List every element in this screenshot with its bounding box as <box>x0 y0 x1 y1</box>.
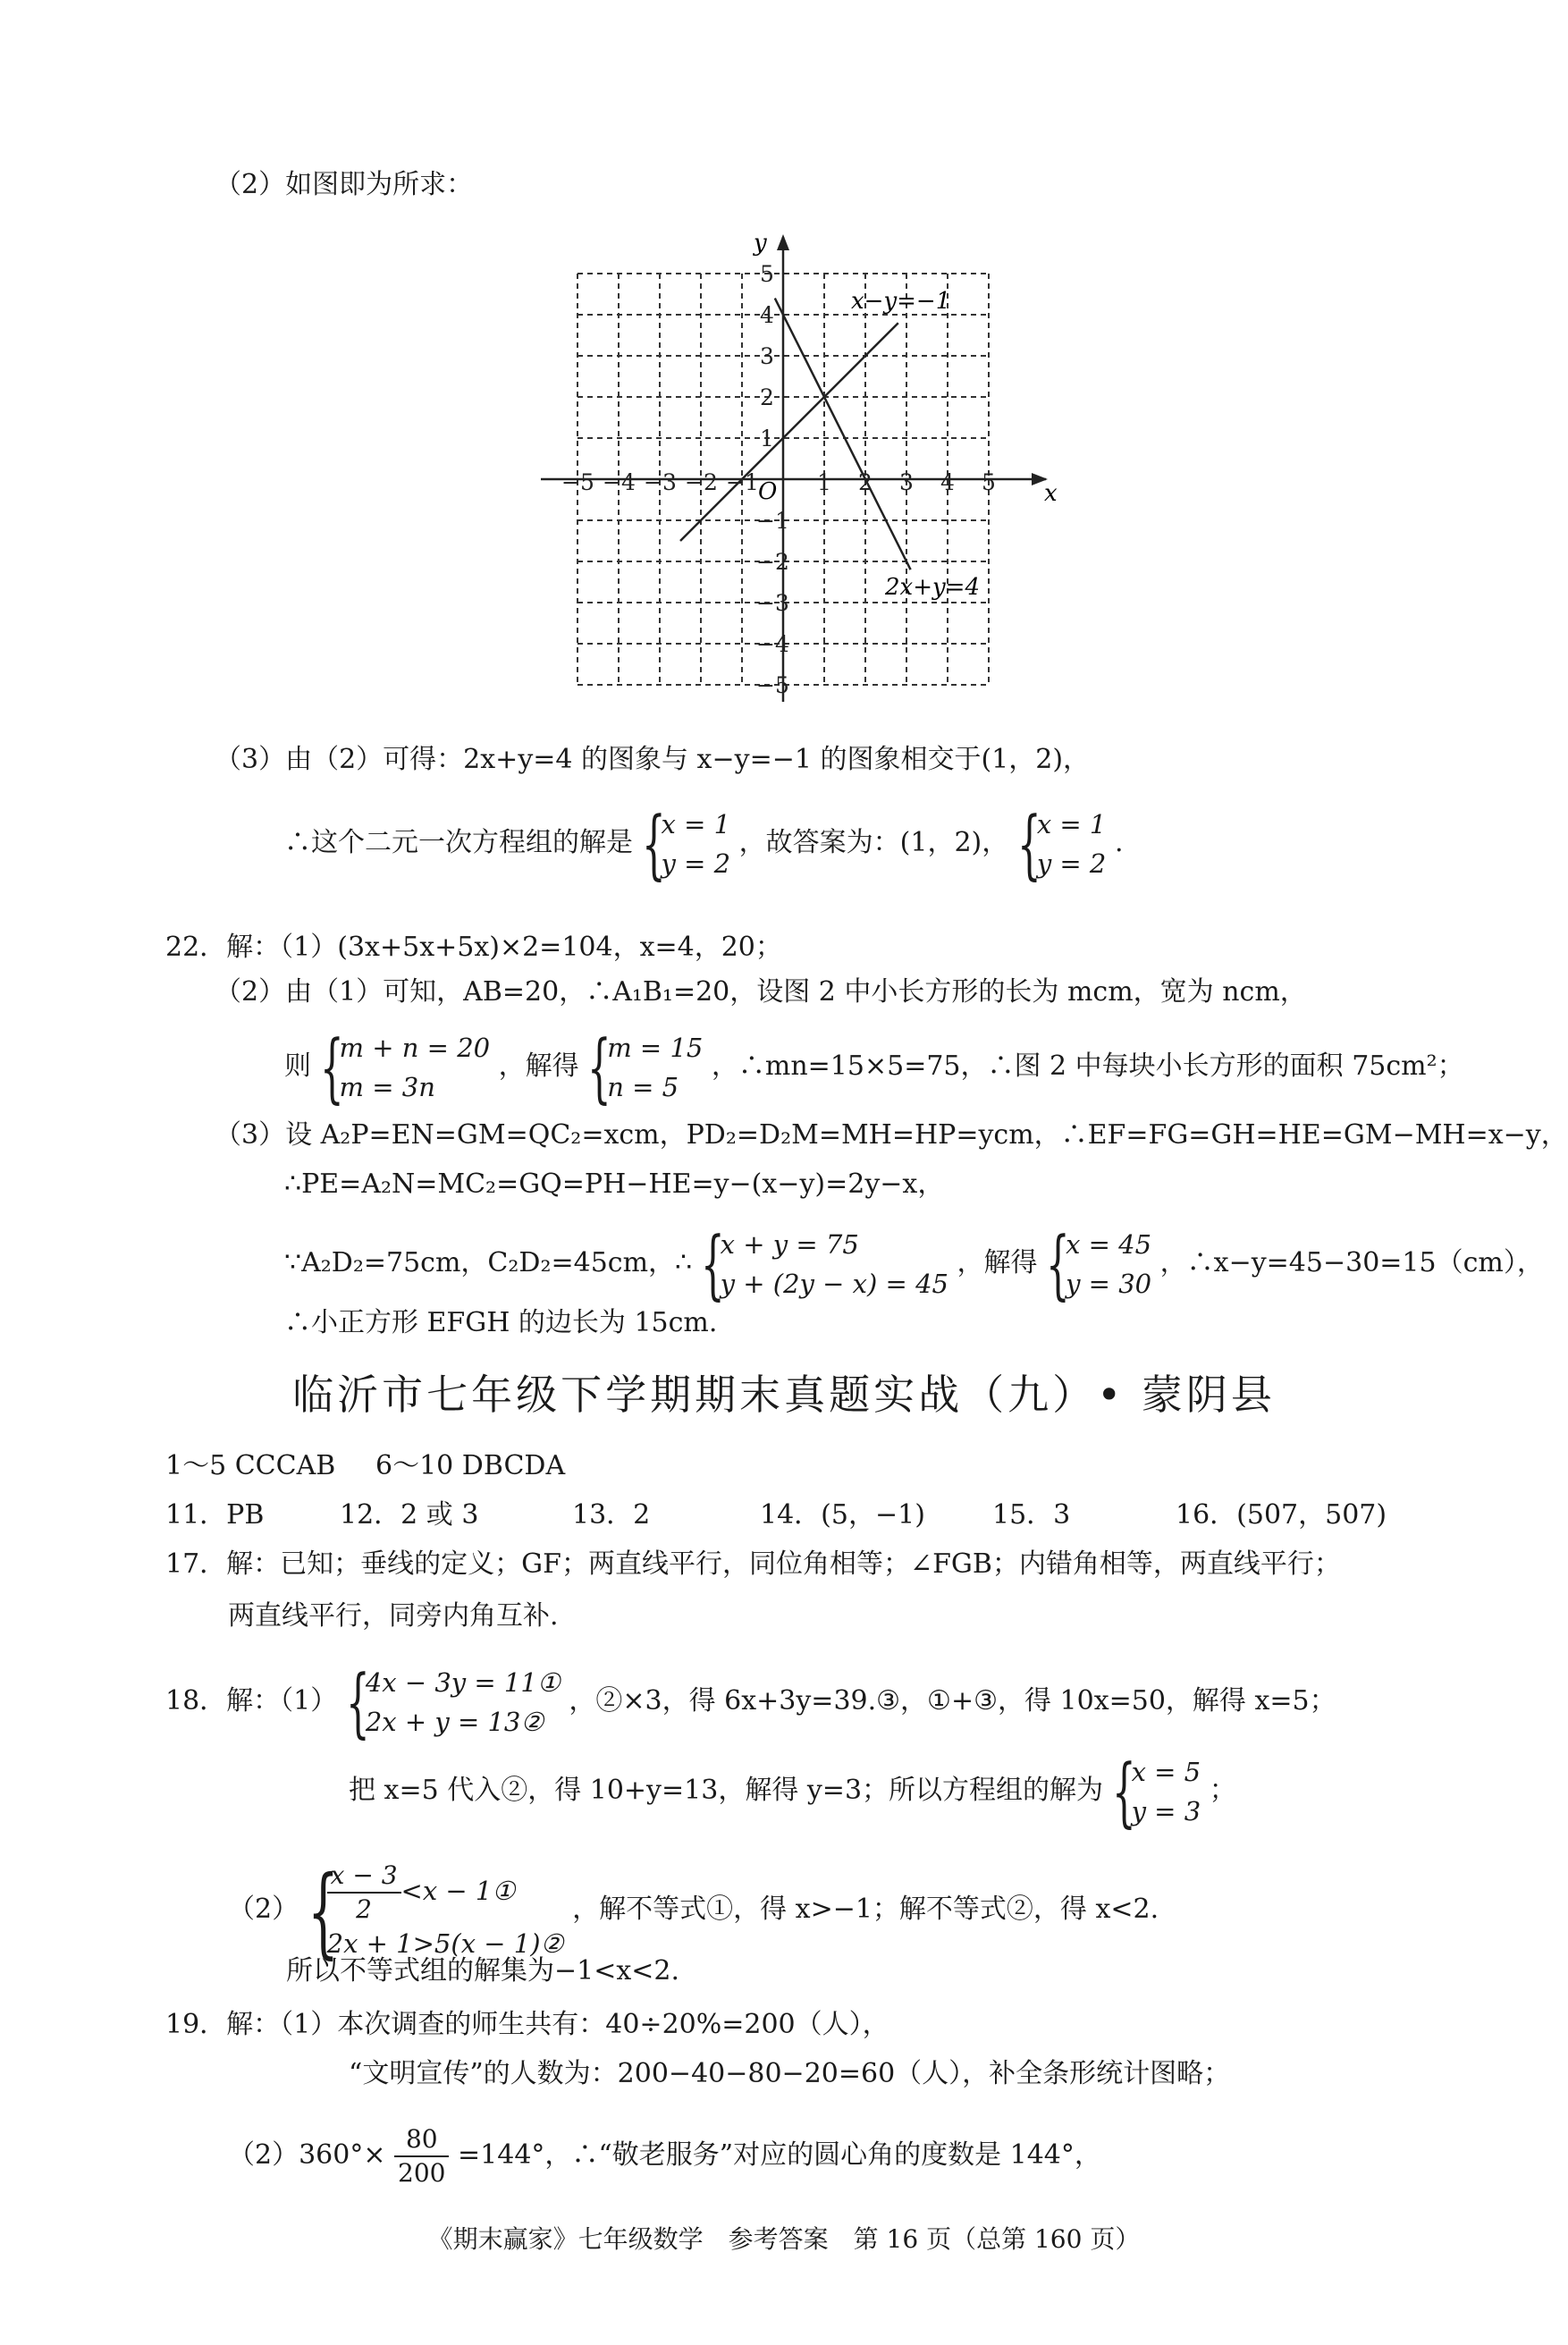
q22-line4: （3）设 A₂P=EN=GM=QC₂=xcm，PD₂=D₂M=MH=HP=ycm，∴EF=FG=GH=HE=GM−MH=x−y， <box>215 1119 1568 1151</box>
line2-label: 2x+y=4 <box>885 574 981 601</box>
q18-fraction: $\frac{x - 3}{2}$ <box>327 1860 401 1926</box>
q18-solution: { x = 5 y = 3 <box>1111 1748 1201 1835</box>
answer-12: 12．2 或 3 <box>340 1499 479 1531</box>
q21-part2-text: （2）如图即为所求： <box>215 169 474 200</box>
x-tick-labels <box>561 469 996 495</box>
q21-solution-system-1: { x = 1 y = 2 <box>641 800 731 888</box>
answer-15: 15．3 <box>992 1499 1071 1531</box>
x-tick-label: 1 <box>817 469 831 495</box>
origin-label: O <box>758 478 778 505</box>
q19-line3: （2）360°× $\frac{80}{200}$ =144°，∴“敬老服务”对应的圆心角的度数是 144°， <box>228 2124 1101 2188</box>
x-tick-label: −5 <box>561 469 594 495</box>
q17-line1: 17．解：已知；垂线的定义；GF；两直线平行，同位角相等；∠FGB；内错角相等，两直线平行； <box>165 1548 1341 1580</box>
x-tick-label: 2 <box>858 469 873 495</box>
answer-16: 16．(507，507) <box>1176 1499 1387 1531</box>
line-2x-plus-y <box>775 299 911 570</box>
q22-line6: ∵A₂D₂=75cm，C₂D₂=45cm，∴ { x + y = 75 y + (2y − x) = 45 ，解得 { x = 45 y = 30 ，∴x−y=45−30=15（cm）， <box>284 1220 1544 1308</box>
q22-line3: 则 { m + n = 20 m = 3n ，解得 { m = 15 n = 5 ，∴mn=15×5=75，∴图 2 中每块小长方形的面积 75cm²； <box>284 1024 1464 1111</box>
answer-13: 13．2 <box>572 1499 651 1531</box>
line1-label: x−y=−1 <box>851 288 951 315</box>
x-tick-label: −3 <box>644 469 677 495</box>
answer-11: 11．PB <box>165 1499 265 1531</box>
x-tick-label: −1 <box>726 469 759 495</box>
coordinate-graph <box>527 224 1064 724</box>
page-footer: 《期末赢家》七年级数学 参考答案 第 16 页（总第 160 页） <box>427 2224 1141 2254</box>
q19-line2: “文明宣传”的人数为：200−40−80−20=60（人），补全条形统计图略； <box>349 2058 1231 2089</box>
q18-part2: （2） { $\frac{x - 3}{2}$ <x − 1① 2x + 1>5(x − 1)② ，解不等式①，得 x>−1；解不等式②，得 x<2. <box>228 1854 1159 1969</box>
q21-sol-intro: ∴这个二元一次方程组的解是 <box>284 827 633 858</box>
x-tick-label: −2 <box>685 469 718 495</box>
q22-line7: ∴小正方形 EFGH 的边长为 15cm. <box>284 1307 718 1338</box>
q22-system-mn: { m + n = 20 m = 3n <box>319 1024 491 1111</box>
q22-line5: ∴PE=A₂N=MC₂=GQ=PH−HE=y−(x−y)=2y−x， <box>284 1168 945 1200</box>
q18-inequality-system: { $\frac{x - 3}{2}$ <x − 1① 2x + 1>5(x − 1)② <box>307 1854 564 1969</box>
q22-solution-mn: { m = 15 n = 5 <box>587 1024 704 1111</box>
y-tick-label: 3 <box>760 343 774 369</box>
q22-solution-xy: { x = 45 y = 30 <box>1046 1220 1152 1308</box>
q21-part3-line2: ∴这个二元一次方程组的解是 { x = 1 y = 2 ，故答案为：(1，2)， { x = 1 y = 2 . <box>284 800 1124 888</box>
q21-part3-line1: （3）由（2）可得：2x+y=4 的图象与 x−y=−1 的图象相交于(1，2)， <box>215 744 1091 775</box>
y-tick-label: −5 <box>756 672 789 698</box>
y-tick-label: −4 <box>756 631 789 657</box>
q22-line2: （2）由（1）可知，AB=20，∴A₁B₁=20，设图 2 中小长方形的长为 mcm，宽为 ncm， <box>215 976 1307 1008</box>
x-tick-label: 3 <box>899 469 914 495</box>
q19-line1: 19．解：（1）本次调查的师生共有：40÷20%=200（人）， <box>165 2009 889 2040</box>
y-tick-label: 4 <box>760 302 774 328</box>
y-tick-label: −2 <box>756 549 789 575</box>
q21-solution-system-2: { x = 1 y = 2 <box>1016 800 1107 888</box>
x-tick-label: 4 <box>940 469 955 495</box>
q22-line1: 22．解：（1）(3x+5x+5x)×2=104，x=4，20； <box>165 932 782 963</box>
q18-conclusion: 所以不等式组的解集为−1<x<2. <box>286 1955 680 1987</box>
x-tick-label: −4 <box>603 469 636 495</box>
q19-fraction: $\frac{80}{200}$ <box>394 2123 449 2189</box>
x-axis-label: x <box>1044 480 1058 507</box>
answer-14: 14．(5，−1) <box>760 1499 925 1531</box>
q18-line2: 把 x=5 代入②，得 10+y=13，解得 y=3；所以方程组的解为 { x = 5 y = 3 ； <box>349 1748 1236 1835</box>
x-tick-label: 5 <box>982 469 996 495</box>
y-tick-label: −3 <box>756 590 789 616</box>
y-tick-label: 5 <box>760 261 774 287</box>
q22-system-xy: { x + y = 75 y + (2y − x) = 45 <box>700 1220 948 1308</box>
y-tick-label: 2 <box>760 384 774 410</box>
q18-system: { 4x − 3y = 11① 2x + y = 13② <box>345 1658 561 1746</box>
q21-answer-text: ，故答案为：(1，2)， <box>738 827 1009 858</box>
answer-mc-6-10: 6～10 DBCDA <box>375 1450 566 1481</box>
q18-line1: 18．解：（1） { 4x − 3y = 11① 2x + y = 13② ，②×3，得 6x+3y=39.③，①+③，得 10x=50，解得 x=5； <box>165 1658 1336 1746</box>
section-title: 临沂市七年级下学期期末真题实战（九）• 蒙阴县 <box>292 1371 1276 1419</box>
answer-mc-1-5: 1～5 CCCAB <box>165 1450 336 1481</box>
y-tick-label: 1 <box>760 426 774 451</box>
y-tick-label: −1 <box>756 508 789 534</box>
y-axis-label: y <box>754 230 767 257</box>
q17-line2: 两直线平行，同旁内角互补. <box>228 1600 559 1632</box>
